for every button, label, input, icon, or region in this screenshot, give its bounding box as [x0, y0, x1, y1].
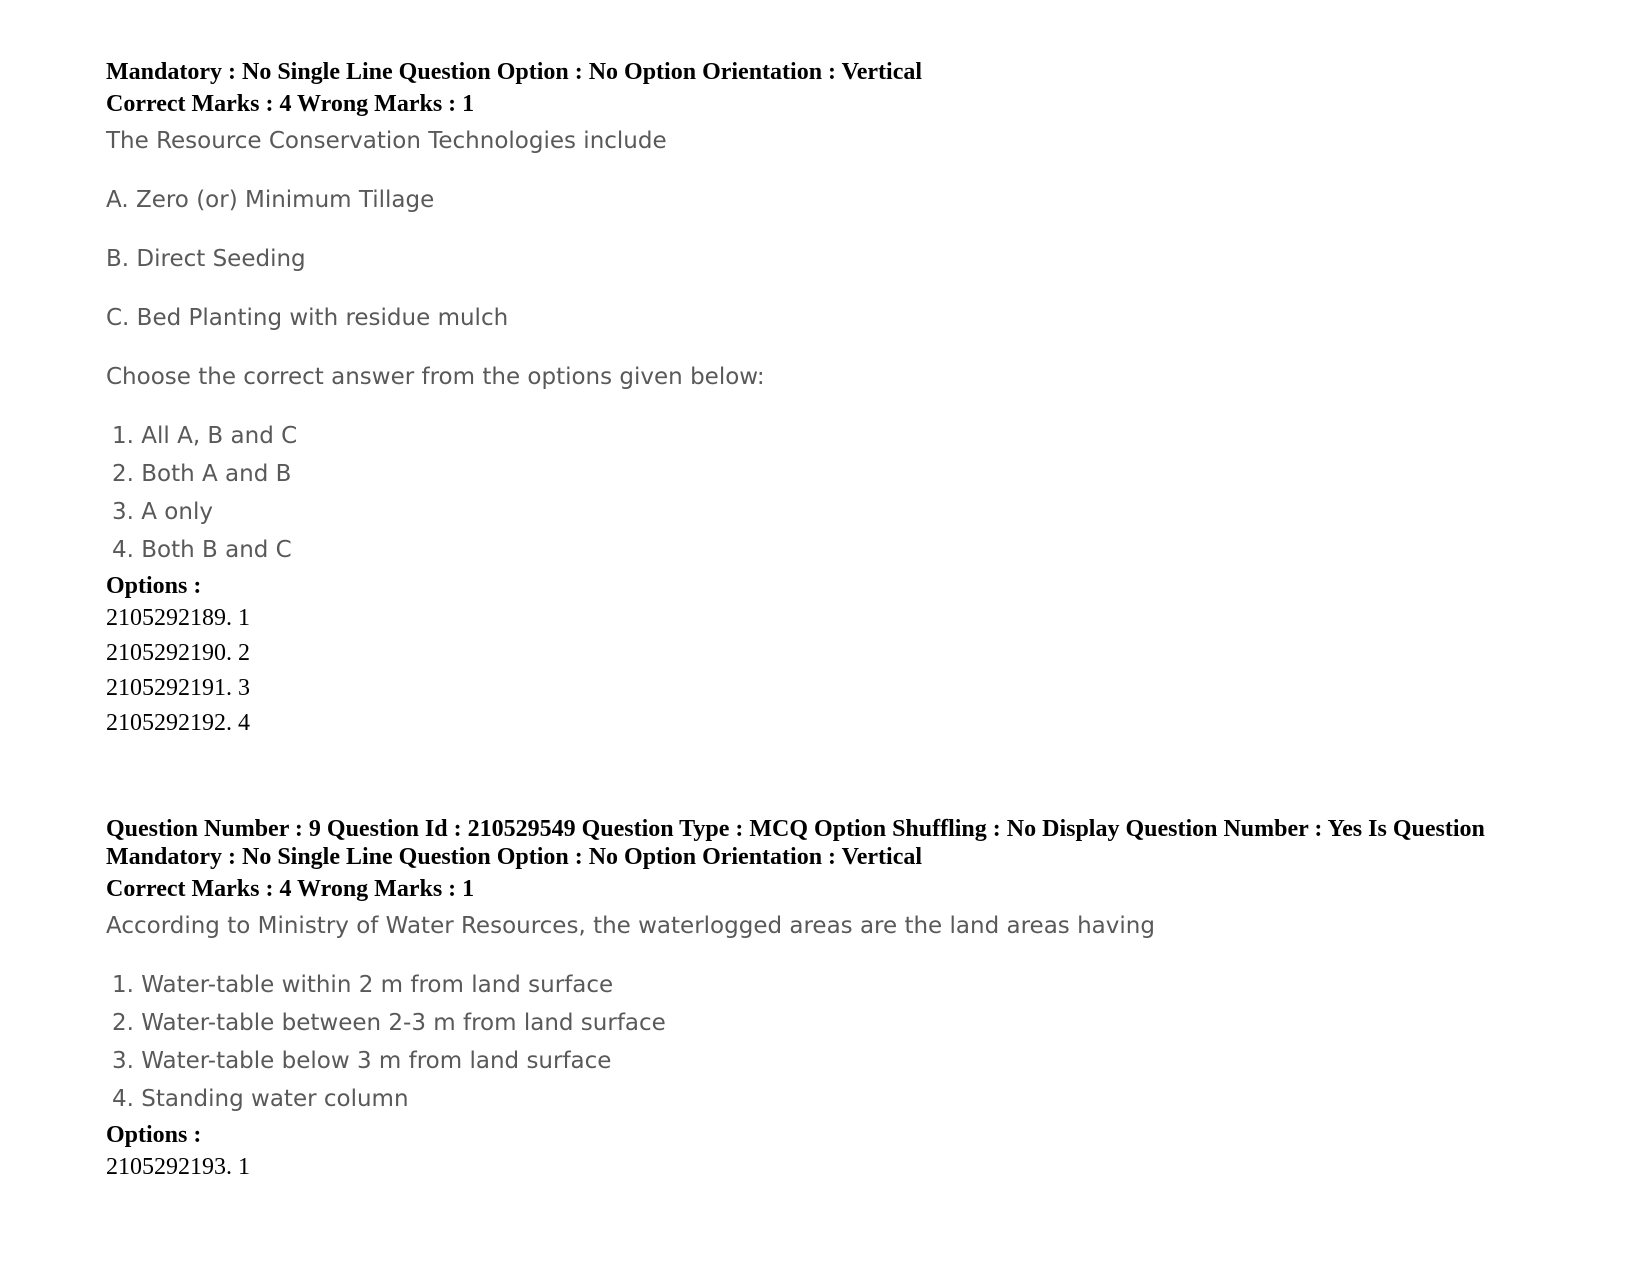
- choice-item: 2. Both A and B: [112, 461, 292, 487]
- option-row: 2105292189. 1: [106, 605, 250, 631]
- question-marks: Correct Marks : 4 Wrong Marks : 1: [106, 876, 475, 902]
- statement-a: A. Zero (or) Minimum Tillage: [106, 187, 435, 213]
- option-row: 2105292193. 1: [106, 1154, 250, 1180]
- option-row: 2105292191. 3: [106, 675, 250, 701]
- question-instruction: Choose the correct answer from the options given below:: [106, 364, 765, 390]
- statement-b: B. Direct Seeding: [106, 246, 306, 272]
- choice-list: [112, 421, 1606, 565]
- choice-item: 3. Water-table below 3 m from land surface: [112, 1048, 612, 1074]
- question-meta-line: Mandatory : No Single Line Question Option : No Option Orientation : Vertical: [106, 59, 923, 85]
- question-stem: The Resource Conservation Technologies include: [106, 128, 667, 154]
- choice-item: 1. All A, B and C: [112, 423, 298, 449]
- statement-c: C. Bed Planting with residue mulch: [106, 305, 509, 331]
- question-meta-line: Question Number : 9 Question Id : 210529549 Question Type : MCQ Option Shuffling : No Display Question Number : Yes Is Question: [106, 816, 1485, 842]
- options-label: Options :: [106, 1122, 202, 1148]
- question-meta: [106, 815, 1606, 871]
- question-stem: According to Ministry of Water Resources, the waterlogged areas are the land areas having: [106, 913, 1155, 939]
- option-row: 2105292190. 2: [106, 640, 250, 666]
- choice-item: 4. Standing water column: [112, 1086, 409, 1112]
- question-block-8: [106, 58, 1606, 741]
- choice-item: 4. Both B and C: [112, 537, 292, 563]
- choice-item: 3. A only: [112, 499, 213, 525]
- choice-list: [112, 970, 1606, 1114]
- question-block-9: [106, 815, 1606, 1185]
- question-meta-line: Mandatory : No Single Line Question Option : No Option Orientation : Vertical: [106, 844, 923, 870]
- question-marks: Correct Marks : 4 Wrong Marks : 1: [106, 91, 475, 117]
- option-row: 2105292192. 4: [106, 710, 250, 736]
- question-meta: [106, 58, 1606, 86]
- choice-item: 1. Water-table within 2 m from land surface: [112, 972, 614, 998]
- choice-item: 2. Water-table between 2-3 m from land surface: [112, 1010, 666, 1036]
- options-label: Options :: [106, 573, 202, 599]
